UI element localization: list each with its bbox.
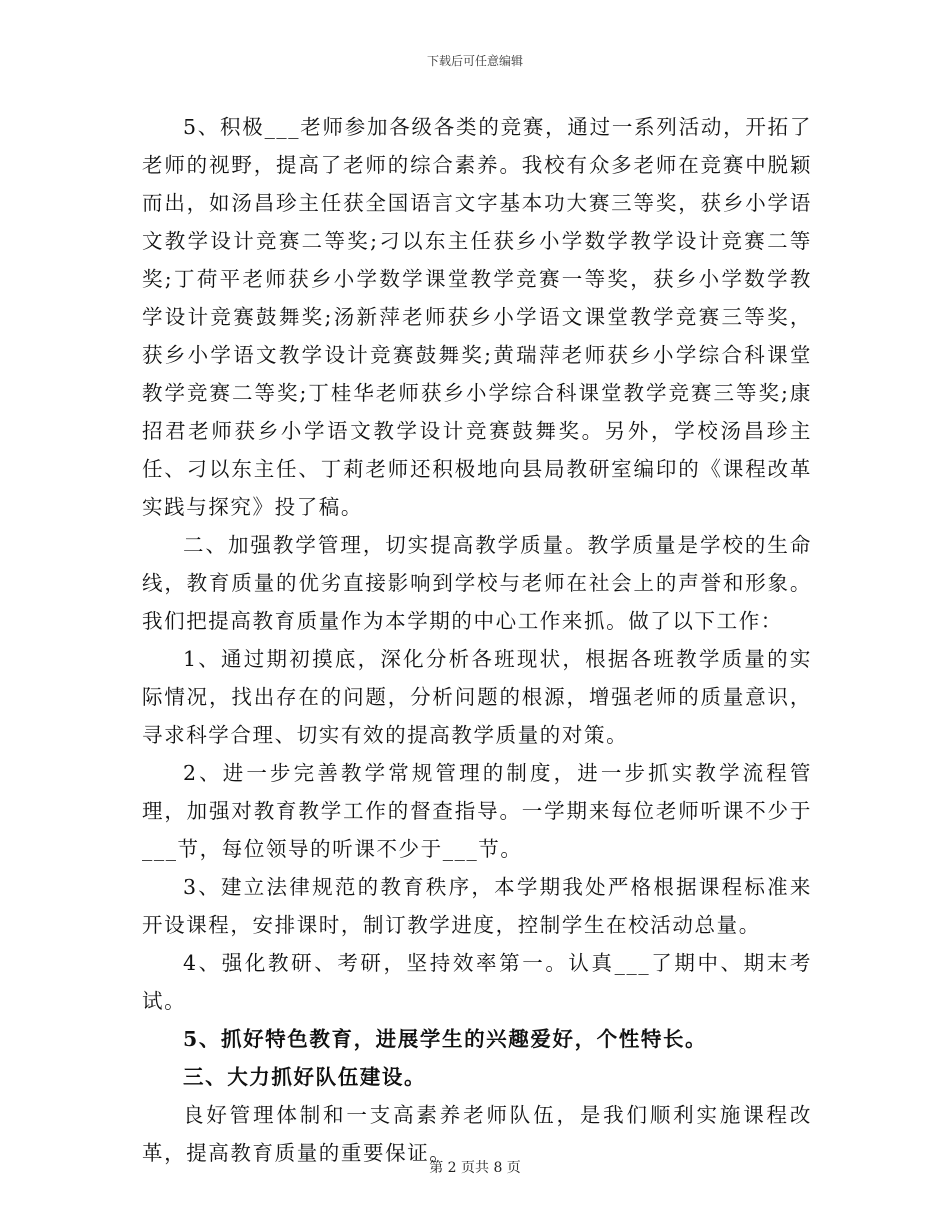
paragraph-item-4: 4、强化教研、考研，坚持效率第一。认真___了期中、期末考试。	[142, 951, 812, 1013]
paragraph-teaching-management: 二、加强教学管理，切实提高教学质量。教学质量是学校的生命线，教育质量的优劣直接影响到学校与老师在社会上的声誉和形象。我们把提高教育质量作为本学期的中心工作来抓。做了以下工作：	[142, 533, 812, 633]
document-body	[142, 108, 812, 1172]
page-header: 下载后可任意编辑	[426, 54, 523, 68]
paragraph-item-5-heading: 5、抓好特色教育，进展学生的兴趣爱好，个性特长。	[183, 1027, 708, 1051]
paragraph-item-2: 2、进一步完善教学常规管理的制度，进一步抓实教学流程管理，加强对教育教学工作的督查指导。一学期来每位老师听课不少于___节，每位领导的听课不少于___节。	[142, 761, 812, 861]
paragraph-competitions: 5、积极___老师参加各级各类的竞赛，通过一系列活动，开拓了老师的视野，提高了老师的综合素养。我校有众多老师在竞赛中脱颖而出，如汤昌珍主任获全国语言文字基本功大赛三等奖，获乡小学语文教学设计竞赛二等奖;刁以东主任获乡小学数学教学设计竞赛二等奖;丁荷平老师获乡小学数学课堂教学竞赛一等奖，获乡小学数学教学设计竞赛鼓舞奖;汤新萍老师获乡小学语文课堂教学竞赛三等奖，获乡小学语文教学设计竞赛鼓舞奖;黄瑞萍老师获乡小学综合科课堂教学竞赛二等奖;丁桂华老师获乡小学综合科课堂教学竞赛三等奖;康招君老师获乡小学语文教学设计竞赛鼓舞奖。另外，学校汤昌珍主任、刁以东主任、丁莉老师还积极地向县局教研室编印的《课程改革实践与探究》投了稿。	[142, 115, 812, 519]
paragraph-item-3: 3、建立法律规范的教育秩序，本学期我处严格根据课程标准来开设课程，安排课时，制订教学进度，控制学生在校活动总量。	[142, 875, 812, 937]
paragraph-item-1: 1、通过期初摸底，深化分析各班现状，根据各班教学质量的实际情况，找出存在的问题，分析问题的根源，增强老师的质量意识，寻求科学合理、切实有效的提高教学质量的对策。	[142, 647, 812, 747]
page-footer: 第 2 页共 8 页	[429, 1160, 521, 1176]
section-heading-team-building: 三、大力抓好队伍建设。	[183, 1065, 427, 1089]
paragraph-team-building: 良好管理体制和一支高素养老师队伍，是我们顺利实施课程改革，提高教育质量的重要保证。	[142, 1103, 812, 1165]
